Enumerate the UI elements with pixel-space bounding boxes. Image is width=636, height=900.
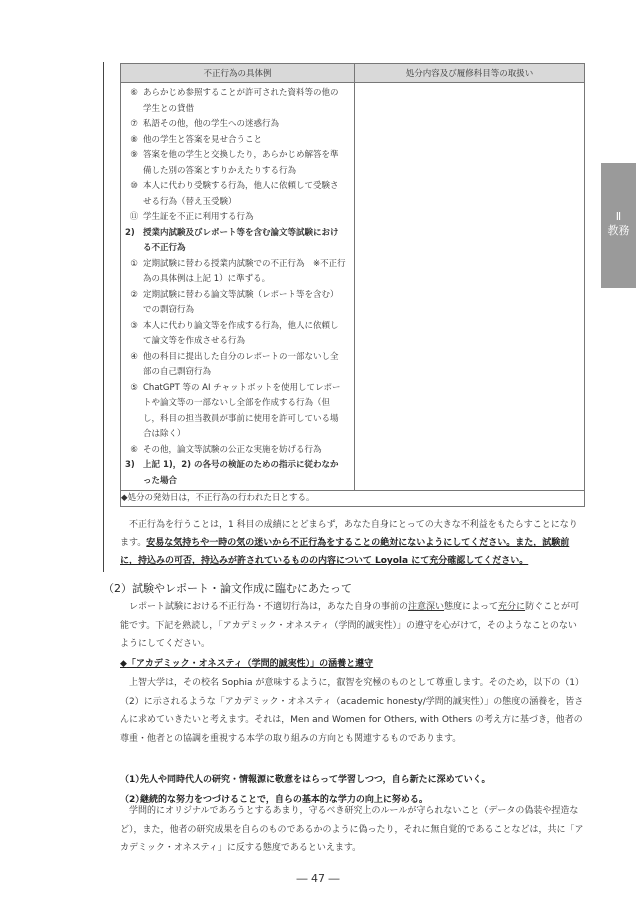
principle-2: （2） 継続的な努力をつづけることで，自らの基本的な学力の向上に努める。: [120, 795, 428, 805]
misconduct-item: ① 定期試験に替わる授業内試験での不正行為 ※不正行為の具体例は上記 1）に準ずる。: [130, 258, 346, 284]
misconduct-item: ⑦ 私語その他，他の学生への迷惑行為: [130, 119, 280, 129]
paper-misconduct-list: [125, 257, 346, 459]
margin-rule: [103, 62, 104, 572]
misconduct-item: ⑤ ChatGPT 等の AI チャットボットを使用してレポートや論文等の一部ないし全部を作成する行為（但し，科目の担当教員が事前に使用を許可している場合は除く）: [130, 382, 341, 439]
misconduct-warning: [120, 516, 585, 570]
chapter-title: 教務: [607, 224, 630, 237]
intro-paragraph: レポート試験における不正行為・不適切行為は，あなた自身の事前の注意深い態度によって充分に防ぐことが可能です。下記を熟読し，「アカデミック・オネスティ（学問的誠実性）」の遵守を心がけて，そのようなことのないようにしてください。: [120, 602, 580, 649]
closing-paragraph: 学問的にオリジナルであろうとするあまり，守るべき研究上のルールが守られないこと（データの偽装や捏造など），また，他者の研究成果を自らのものであるかのように偽ったり，それに無自覚的であることなどは，共に「アカデミック・オネスティ」に反する態度であるといえます。: [120, 806, 584, 853]
col-header-examples: 不正行為の具体例: [121, 64, 355, 83]
col-header-penalty: 処分内容及び履修科目等の取扱い: [355, 64, 585, 83]
misconduct-item: ⑧ 他の学生と答案を見せ合うこと: [130, 134, 263, 145]
chapter-numeral: Ⅱ: [615, 210, 622, 223]
honesty-heading: ◆「アカデミック・オネスティ（学問的誠実性）」の涵養と遵守: [120, 659, 374, 669]
principle-1: （1） 先人や同時代人の研究・情報源に敬意をはらって学習しつつ，自ら新たに深めていく。: [120, 775, 491, 785]
sub-heading-3: 3) 上記 1)，2) の各号の検証のための指示に従わなかった場合: [125, 460, 339, 486]
misconduct-item: ⑥ その他，論文等試験の公正な実施を妨げる行為: [130, 444, 322, 455]
misconduct-item: ⑨ 答案を他の学生と交換したり，あらかじめ解答を準備した別の答案とすりかえたりする行為: [130, 150, 339, 176]
penalty-cell: [355, 83, 585, 491]
misconduct-item: ② 定期試験に替わる論文等試験（レポート等を含む）での剽窃行為: [130, 289, 339, 315]
warning-emphasis: 安易な気持ちや一時の気の迷いから不正行為をすることの絶対にないようにしてください。また，試験前に，持込みの可否，持込みが許されているものの内容について Loyola にて充分確認してください。: [120, 538, 570, 566]
misconduct-item: ③ 本人に代わり論文等を作成する行為，他人に依頼して論文等を作成させる行為: [130, 320, 339, 346]
sub-heading-2: 2) 授業内試験及びレポート等を含む論文等試験における不正行為: [125, 227, 339, 253]
misconduct-item: ⑩ 本人に代わり受験する行為，他人に依頼して受験させる行為（替え玉受験）: [130, 181, 339, 207]
section-title: （2）試験やレポート・論文作成に臨むにあたって: [103, 582, 352, 595]
examples-cell: [121, 83, 355, 491]
chapter-side-tab: [601, 163, 636, 288]
misconduct-item: ④ 他の科目に提出した自分のレポートの一部ないし全部の自己剽窃行為: [130, 351, 339, 377]
misconduct-item: ⑥ あらかじめ参照することが許可された資料等の他の学生との貸借: [130, 88, 339, 114]
misconduct-table: [120, 63, 585, 507]
effective-date-note: ◆処分の発効日は，不正行為の行われた日とする。: [121, 491, 585, 507]
exam-misconduct-list: [125, 86, 346, 226]
misconduct-item: ⑪ 学生証を不正に利用する行為: [129, 212, 254, 222]
page-number: ― 47 ―: [296, 872, 340, 885]
warning-lead: 不正行為を行うことは，1 科目の成績にとどまらず，あなた自身にとっての大きな不利益をもたらすことになります。: [120, 520, 578, 548]
sophia-paragraph: 上智大学は，その校名 Sophia が意味するように，叡智を究極のものとして尊重します。そのため，以下の（1）（2）に示されるような「アカデミック・オネスティ（academic honesty/学問的誠実性）」の態度の涵養を，皆さんに求めていきたいと考えます。それは，Men and Women for Others, with Others の考え方に基づき，他者の尊重・他者との協調を重視する本学の取り組みの方向とも関連するものであります。: [120, 678, 585, 744]
